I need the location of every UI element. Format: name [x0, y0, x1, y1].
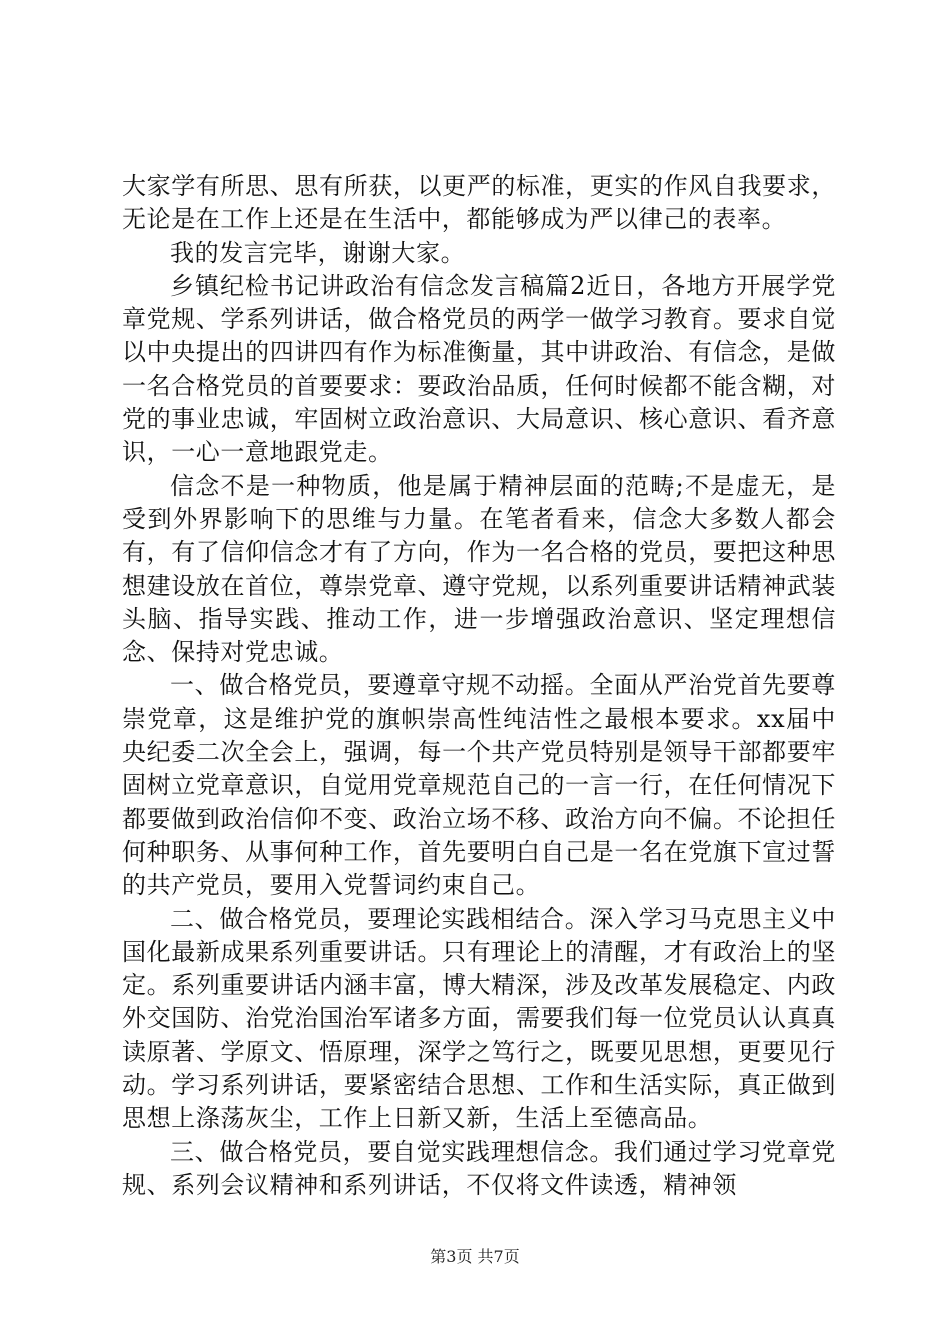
paragraph-point-three: 三、做合格党员，要自觉实践理想信念。我们通过学习党章党规、系列会议精神和系列讲话，不仅将文件读透，精神领 — [122, 1137, 836, 1199]
paragraph-continuation: 大家学有所思、思有所获，以更严的标准，更实的作风自我要求，无论是在工作上还是在生活中，都能够成为严以律己的表率。 — [122, 172, 836, 234]
paragraph-closing: 我的发言完毕，谢谢大家。 — [170, 238, 466, 267]
paragraph-intro: 乡镇纪检书记讲政治有信念发言稿篇2近日，各地方开展学党章党规、学系列讲话，做合格党员的两学一做学习教育。要求自觉以中央提出的四讲四有作为标准衡量，其中讲政治、有信念，是做一名合格党员的首要要求：要政治品质，任何时候都不能含糊，对党的事业忠诚，牢固树立政治意识、大局意识、核心意识、看齐意识，一心一意地跟党走。 — [122, 271, 836, 467]
paragraph-point-two: 二、做合格党员，要理论实践相结合。深入学习马克思主义中国化最新成果系列重要讲话。只有理论上的清醒，才有政治上的坚定。系列重要讲话内涵丰富，博大精深，涉及改革发展稳定、内政外交国防、治党治国治军诸多方面，需要我们每一位党员认认真真读原著、学原文、悟原理，深学之笃行之，既要见思想，更要见行动。学习系列讲话，要紧密结合思想、工作和生活实际，真正做到思想上涤荡灰尘，工作上日新又新，生活上至德高品。 — [122, 904, 836, 1133]
page-number-footer: 第3页 共7页 — [430, 1247, 520, 1266]
paragraph-point-one: 一、做合格党员，要遵章守规不动摇。全面从严治党首先要尊崇党章，这是维护党的旗帜崇高性纯洁性之最根本要求。xx届中央纪委二次全会上，强调，每一个共产党员特别是领导干部都要牢固树立党章意识，自觉用党章规范自己的一言一行，在任何情况下都要做到政治信仰不变、政治立场不移、政治方向不偏。不论担任何种职务、从事何种工作，首先要明白自己是一名在党旗下宣过誓的共产党员，要用入党誓词约束自己。 — [122, 671, 836, 900]
document-body — [122, 170, 836, 1202]
paragraph-belief: 信念不是一种物质，他是属于精神层面的范畴;不是虚无，是受到外界影响下的思维与力量。在笔者看来，信念大多数人都会有，有了信仰信念才有了方向，作为一名合格的党员，要把这种思想建设放在首位，尊崇党章、遵守党规，以系列重要讲话精神武装头脑、指导实践、推动工作，进一步增强政治意识、坚定理想信念、保持对党忠诚。 — [122, 471, 836, 667]
